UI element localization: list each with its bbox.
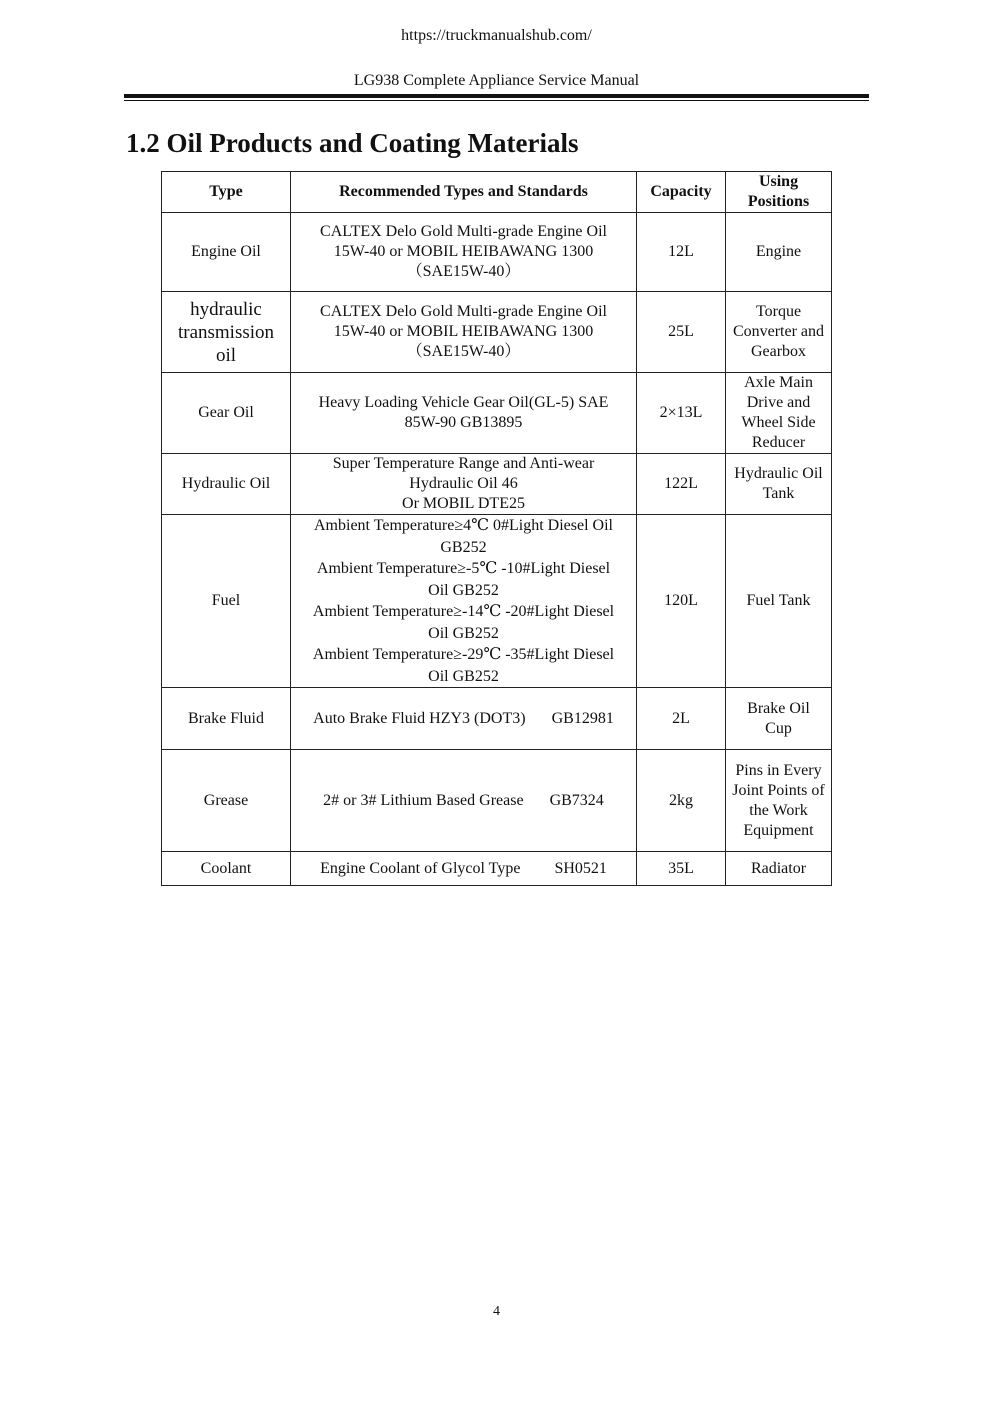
cell-standards (291, 515, 637, 688)
standards-line: Oil GB252 (428, 667, 499, 685)
cell-standards (291, 373, 637, 454)
cell-capacity: 25L (637, 292, 726, 373)
standards-code: GB12981 (551, 709, 614, 727)
cell-position: Pins in Every Joint Points of the Work Equipment (726, 750, 832, 852)
cell-standards (291, 852, 637, 886)
standards-code: GB7324 (549, 791, 604, 809)
column-header-position: Using Positions (726, 172, 832, 213)
cell-type: Gear Oil (162, 373, 291, 454)
cell-type: Fuel (162, 515, 291, 688)
cell-type: Hydraulic Oil (162, 454, 291, 515)
standards-line: Ambient Temperature≥-5℃ -10#Light Diesel (316, 560, 611, 577)
column-header-capacity: Capacity (637, 172, 726, 213)
cell-position: Axle Main Drive and Wheel Side Reducer (726, 373, 832, 454)
header-rule-thin (124, 100, 869, 101)
cell-position: Fuel Tank (726, 515, 832, 688)
standards-line: CALTEX Delo Gold Multi-grade Engine Oil (320, 303, 607, 320)
table-header-row (162, 172, 832, 213)
cell-standards (291, 454, 637, 515)
header-url: https://truckmanualshub.com/ (401, 27, 592, 44)
standards-code: SH0521 (554, 859, 607, 877)
table-row (162, 515, 832, 688)
cell-position: Torque Converter and Gearbox (726, 292, 832, 373)
cell-standards (291, 292, 637, 373)
cell-capacity: 122L (637, 454, 726, 515)
standards-line: Ambient Temperature≥4℃ 0#Light Diesel Oil (314, 517, 613, 534)
cell-type: Coolant (162, 852, 291, 886)
cell-standards (291, 750, 637, 852)
table-row (162, 852, 832, 886)
cell-position: Hydraulic Oil Tank (726, 454, 832, 515)
cell-type: Grease (162, 750, 291, 852)
header-rule-thick (124, 94, 869, 98)
standards-line: Super Temperature Range and Anti-wear (332, 455, 595, 472)
table-row (162, 750, 832, 852)
standards-name: Engine Coolant of Glycol Type (320, 859, 521, 877)
table-row (162, 688, 832, 750)
table-row (162, 292, 832, 373)
cell-standards (291, 688, 637, 750)
standards-line: Oil GB252 (428, 581, 499, 599)
cell-capacity: 12L (637, 213, 726, 292)
cell-capacity: 35L (637, 852, 726, 886)
cell-type: hydraulic transmission oil (162, 292, 291, 373)
table-row (162, 373, 832, 454)
cell-type: Engine Oil (162, 213, 291, 292)
column-header-standards: Recommended Types and Standards (291, 172, 637, 213)
cell-capacity: 120L (637, 515, 726, 688)
standards-name: Auto Brake Fluid HZY3 (DOT3) (313, 709, 526, 727)
standards-line: （SAE15W-40） (406, 263, 521, 280)
standards-line: Oil GB252 (428, 624, 499, 642)
standards-line: Or MOBIL DTE25 (402, 495, 525, 512)
running-title: LG938 Complete Appliance Service Manual (353, 72, 640, 89)
page-number: 4 (493, 1304, 500, 1319)
cell-capacity: 2×13L (637, 373, 726, 454)
cell-position: Engine (726, 213, 832, 292)
standards-line: Heavy Loading Vehicle Gear Oil(GL-5) SAE (318, 394, 609, 411)
oil-products-table (161, 171, 832, 886)
cell-standards (291, 213, 637, 292)
standards-line: 85W-90 GB13895 (404, 414, 523, 431)
standards-line: Ambient Temperature≥-14℃ -20#Light Diesel (312, 603, 615, 620)
column-header-type: Type (162, 172, 291, 213)
cell-capacity: 2L (637, 688, 726, 750)
cell-position: Brake Oil Cup (726, 688, 832, 750)
table-row (162, 454, 832, 515)
table-row (162, 213, 832, 292)
cell-capacity: 2kg (637, 750, 726, 852)
cell-position: Radiator (726, 852, 832, 886)
standards-line: 15W-40 or MOBIL HEIBAWANG 1300 (333, 323, 594, 340)
standards-line: （SAE15W-40） (406, 343, 521, 360)
standards-line: Ambient Temperature≥-29℃ -35#Light Diesel (312, 646, 615, 663)
standards-line: Hydraulic Oil 46 (409, 475, 518, 492)
section-title: 1.2 Oil Products and Coating Materials (126, 128, 579, 158)
standards-line: 15W-40 or MOBIL HEIBAWANG 1300 (333, 243, 594, 260)
standards-line: CALTEX Delo Gold Multi-grade Engine Oil (320, 223, 607, 240)
cell-type: Brake Fluid (162, 688, 291, 750)
standards-name: 2# or 3# Lithium Based Grease (323, 791, 524, 809)
standards-line: GB252 (440, 538, 487, 556)
